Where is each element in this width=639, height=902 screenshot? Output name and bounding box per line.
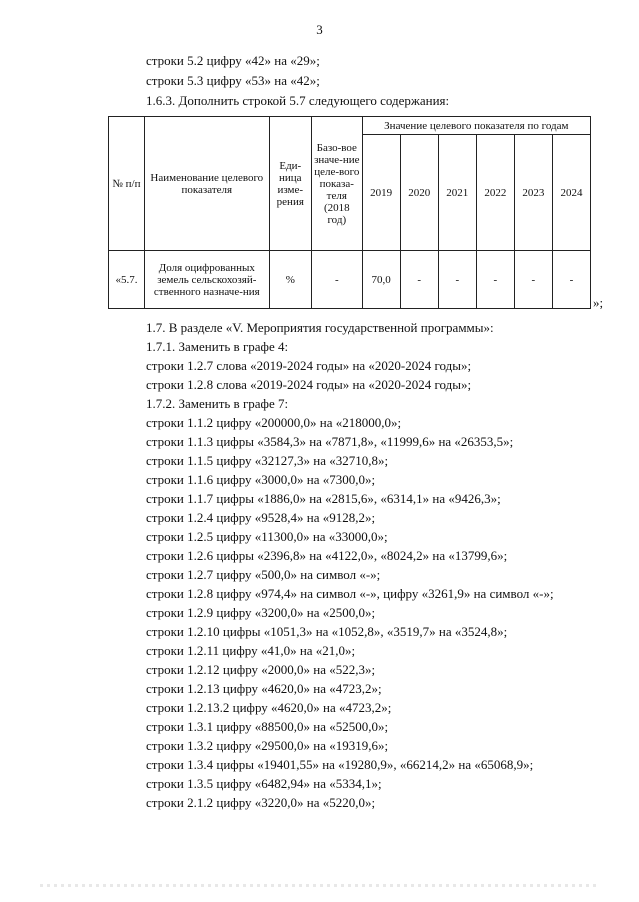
page-number: 3 [316,22,323,37]
row-name: Доля оцифрованных земель сельскохозяй-ственного назначе-ния [144,251,269,309]
body-line: строки 1.2.5 цифру «11300,0» на «33000,0»; [146,529,388,544]
row-value-2019: 70,0 [362,251,400,309]
row-value-2024: - [552,251,590,309]
header-year-2020: 2020 [400,135,438,251]
row-value-2021: - [438,251,476,309]
body-line: строки 1.2.13 цифру «4620,0» на «4723,2»; [146,681,382,696]
body-line: строки 1.3.5 цифру «6482,94» на «5334,1»; [146,776,382,791]
header-year-2023: 2023 [514,135,552,251]
intro-line-3: 1.6.3. Дополнить строкой 5.7 следующего содержания: [146,93,450,108]
table-row [109,251,591,309]
scan-artifact-line [40,884,600,887]
row-base: - [311,251,362,309]
body-line: 1.7.1. Заменить в графе 4: [146,339,289,354]
body-line: строки 1.2.7 цифру «500,0» на символ «-»; [146,567,381,582]
intro-line-2: строки 5.3 цифру «53» на «42»; [146,73,320,88]
body-line: строки 2.1.2 цифру «3220,0» на «5220,0»; [146,795,376,810]
header-unit: Еди-ница изме-рения [269,117,311,251]
body-line: строки 1.3.2 цифру «29500,0» на «19319,6»; [146,738,389,753]
body-line: строки 1.2.8 цифру «974,4» на символ «-», цифру «3261,9» на символ «-»; [146,586,554,601]
header-name: Наименование целевого показателя [144,117,269,251]
intro-line-1: строки 5.2 цифру «42» на «29»; [146,53,320,68]
header-year-2021: 2021 [438,135,476,251]
body-line: строки 1.3.1 цифру «88500,0» на «52500,0»; [146,719,389,734]
row-num: «5.7. [109,251,145,309]
body-line: строки 1.2.9 цифру «3200,0» на «2500,0»; [146,605,376,620]
body-line: строки 1.1.3 цифры «3584,3» на «7871,8», «11999,6» на «26353,5»; [146,434,514,449]
body-line: строки 1.2.13.2 цифру «4620,0» на «4723,2»; [146,700,392,715]
body-line: строки 1.2.12 цифру «2000,0» на «522,3»; [146,662,376,677]
header-num: № п/п [109,117,145,251]
row-value-2023: - [514,251,552,309]
body-line: строки 1.2.4 цифру «9528,4» на «9128,2»; [146,510,376,525]
body-line: строки 1.1.7 цифры «1886,0» на «2815,6», «6314,1» на «9426,3»; [146,491,501,506]
header-year-2019: 2019 [362,135,400,251]
body-line: строки 1.2.11 цифру «41,0» на «21,0»; [146,643,356,658]
header-base: Базо-вое значе-ние целе-вого показа-теля (2018 год) [311,117,362,251]
header-year-2024: 2024 [552,135,590,251]
body-line: строки 1.3.4 цифры «19401,55» на «19280,9», «66214,2» на «65068,9»; [146,757,534,772]
body-line: строки 1.2.6 цифры «2396,8» на «4122,0», «8024,2» на «13799,6»; [146,548,508,563]
header-year-2022: 2022 [476,135,514,251]
body-line: строки 1.2.7 слова «2019-2024 годы» на «2020-2024 годы»; [146,358,472,373]
row-unit: % [269,251,311,309]
target-indicator-table [108,116,591,309]
body-line: 1.7.2. Заменить в графе 7: [146,396,289,411]
body-line: строки 1.1.5 цифру «32127,3» на «32710,8»; [146,453,389,468]
table-closing-quote: »; [593,295,604,310]
body-line: строки 1.2.8 слова «2019-2024 годы» на «2020-2024 годы»; [146,377,472,392]
body-line: строки 1.2.10 цифры «1051,3» на «1052,8», «3519,7» на «3524,8»; [146,624,508,639]
header-years-group: Значение целевого показателя по годам [362,117,590,135]
row-value-2022: - [476,251,514,309]
body-line: 1.7. В разделе «V. Мероприятия государственной программы»: [146,320,494,335]
body-line: строки 1.1.6 цифру «3000,0» на «7300,0»; [146,472,376,487]
body-line: строки 1.1.2 цифру «200000,0» на «218000,0»; [146,415,402,430]
row-value-2020: - [400,251,438,309]
